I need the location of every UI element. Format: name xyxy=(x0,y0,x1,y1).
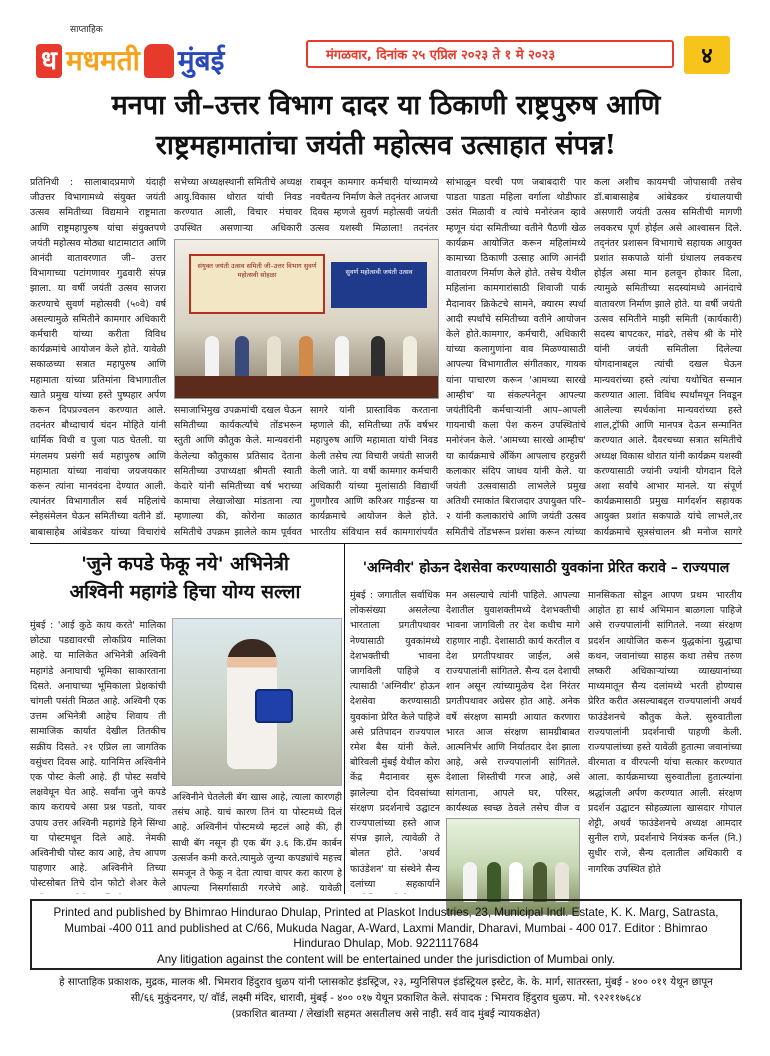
imprint-english: Printed and published by Bhimrao Hindurao Dhulap, Printed at Plaskot Industries, 23, Municipal Indl. Estate, K. K. Marg, Satrasta, Mumbai -400 011 and published at C/66, Mukuda Nagar, A-Ward, Laxmi Mandir, Dharavi, Mumbai - 400 017. Editor : Bhimrao Hindurao Dhulap, Mob. 9221117684 xyxy=(53,906,719,950)
story3-column-3: मानसिकता सोडून आपण प्रथम भारतीय आहोत हा सार्थ अभिमान बाळगला पाहिजे असे राज्यपालांनी सांगितले. नव्या संरक्षण प्रदर्शन आयोजित करून युद्धकांना युद्धाचा कथन, जवानांच्या साहस कथा तसेच तरुण लष्करी अधिकाऱ्यांच्या व्याख्यानांच्या माध्यमातून सैन्य दलांमध्ये भरती होण्यास प्रेरित करीत असल्याबद्दल राज्यपालांनी अथर्व फाउंडेशनचे कौतुक केले. सुरुवातीला राज्यपालांनी प्रदर्शनाची पाहणी केली. राज्यपालांच्या हस्ते यावेळी हुतात्मा जवानांच्या वीरमाता व वीरपत्नी यांचा सत्कार करण्यात आला. कार्यक्रमाच्या सुरुवातीला हुतात्म्यांना श्रद्धांजली अर्पण करण्यात आली. संरक्षण प्रदर्शन उद्घाटन सोहळ्याला खासदार गोपाल शेट्टी, अथर्व फाउंडेशनचे अध्यक्ष आमदार सुनील राणे, प्रदर्शनाचे नियंत्रक कर्नल (नि.) सुधीर राजे, सैन्य दलातील अधिकारी व नागरिक उपस्थित होते xyxy=(588,590,742,875)
page-number: ४ xyxy=(684,36,730,74)
story2-column-1: मुंबई : 'आई कुठे काय करते' मालिका छोट्या पडद्यावरची लोकप्रिय मालिका आहे. या मालिकेत अभिनेत्री अश्विनी महागंडे अनाघाची भूमिका साकारताना दिसते. अनाघाच्या भूमिकाला प्रेक्षकांची चांगली पसंती मिळत आहे. अश्विनी एक उत्तम अभिनेत्री आहेच शिवाय ती सामाजिक कार्यात देखील तितकीच सक्रीय दिसते. २१ एप्रिल ला जागतिक वसुंधरा दिवस आहे. यानिमित्त अश्विनीने एक पोस्ट केली आहे. ही पोस्ट सर्वांचे लक्षवेधून घेत आहे. सर्वांना जुने कपडे काय करायचे असा प्रश्न पडतो, यावर उपाय उत्तर अश्विनी महागंडे हिने सिंग्धा या पोस्टमधून दिले आहे. नेमकी अश्विनीची पोस्ट काय आहे, तेच आपण पाहणार आहे. अश्विनीने तिच्या पोस्टसोबत तिचे दोन फोटो शेअर केले xyxy=(30,620,166,890)
story2-column-2: अश्विनीने घेतलेली बॅग खास आहे, त्याला कारणही तसंच आहे. याचं कारण तिनं या पोस्टमध्ये दिलं आहे. अश्विनीनं पोस्टमध्ये म्हटलं आहे की, ही साधी बॅग नसून ही एक बॅग ३.६ कि.ग्रॅम कार्बन उत्सर्जन कमी करते.त्यामुळे जुन्या कपड्यांचे महत्त्व समजून ते फेकू न देता त्याचा वापर करा कारण हे आपल्या निसर्गासाठी गरजेचे आहे. यावेळी xyxy=(172,792,342,894)
logo-letter: ध xyxy=(36,44,62,78)
person-figure xyxy=(205,336,219,380)
person-figure xyxy=(371,336,385,380)
main-story-column-5: कला अशीच कायमची जोपासावी तसेच डॉ.बाबासाहेब आंबेडकर ग्रंथालयाची असणारी जयंती उत्सव समितीची मागणी लवकरच पूर्ण होईल असे आश्वासन दिले. तद्नंतर प्रशासन विभागाचे सहायक आयुक्त प्रशांत सकपाळे यांनी ग्रंथालय लवकरच होईल असा मान हलवून होकार दिला, त्यामुळे समितीच्या सदस्यांमध्ये आनंदाचे वातावरण निर्माण झाले होते. या वर्षी जयंती उत्सव समितीने माझी समिती (कार्यकारी) सदस्य बापटकर, मांढरे, तसेच श्री के मोरे यांनी जयंती समितीला दिलेल्या योगदानाबद्दल त्यांची दखल घेऊन मान्यवरांच्या हस्ते त्यांचा यथोचित सन्मान करण्यात आला. विविध स्पर्धांमधून निवडून आलेल्या स्पर्धकांना मान्यवरांच्या हस्ते शाल,ट्रॉफी आणि मानपत्र देऊन सन्मानित करण्यात आले. दैवरचच्या सत्रात समितीचे अध्यक्ष विकास थोरात यांनी कार्यक्रम यशस्वी करण्यासाठी ज्यांनी ज्यांनी योगदान दिले अशा सर्वांचे आभार मानले. या संपूर्ण कार्यक्रमासाठी प्रमुख मार्गदर्शन सहायक आयुक्त प्रशांत सकपाळे यांचे लाभले,तर कार्यक्रमाचे सूत्रसंचालन श्री मनोज सागरे xyxy=(594,177,742,537)
column-divider xyxy=(344,543,345,894)
headline-line-1: मनपा जी–उत्तर विभाग दादर या ठिकाणी राष्ट्रपुरुष आणि xyxy=(111,90,661,121)
person-figure xyxy=(403,336,417,380)
event-banner-2: सुवर्ण महोत्सवी जयंती उत्सव xyxy=(331,262,427,308)
main-story-column-2-top: सभेच्या अध्यक्षस्थानी समितीचे अध्यक्ष आयु.विकास थोरात यांची निवड करण्यात आली, विचार मंचावर उपस्थित असणाऱ्या अधिकारी xyxy=(174,177,302,234)
person-figure xyxy=(235,336,249,380)
imprint-marathi xyxy=(30,975,742,1022)
main-story-column-1: प्रतिनिधी : सालाबादप्रमाणे यंदाही जीउत्तर विभागामध्ये संयुक्त जयंती उत्सव समितीच्या विद्यमाने राष्ट्रमाता आणि राष्ट्रमहापुरुष यांचा संयुक्तपणे जयंती महोत्सव मोठ्या थाटामाटात आणि आनंदी वातावरणात जी– उत्तर विभागाच्या पटांगणावर गुढवारी संपन्न झाला. या वर्षी जयंती उत्सव साजरा करण्याचे सुवर्ण महोत्सवी (५०वे) वर्ष असल्यामुळे समितीने कामगार अधिकारी कर्मचारी यांच्या करीता विविध कार्यक्रमांचे आयोजन केले होते. यावेळी सकाळच्या सत्रात महापुरुष आणि महामाता यांच्या प्रतिमांना विभागातील खाते प्रमुख यांच्या हस्ते पुष्पहार अर्पण करून दिपप्रज्वलन करण्यात आले. तदनंतर बौध्दाचार्य चंदन मोहिते यांनी धार्मिक विधी व पुजा पाठ घेतली. या मंगलमय प्रसंगी सर्व महापुरुष आणि महामाता यांच्या नावांचा जयजयकार करून त्यांना मानवंदना देण्यात आली. त्यानंतर विभागातील सर्व महिलांचे स्नेहसंमेलन घेऊन समितीच्या वतीने डॉ. बाबासाहेब आंबेडकर यांच्या विचारांचे xyxy=(30,177,166,537)
actress-photo xyxy=(172,618,342,786)
main-story-column-2-bottom: समाजाभिमुख उपक्रमांची दखल घेऊन समितीच्या कार्यकर्त्यांचे तोंडभरून स्तुती आणि कौतुक केले. मान्यवरांनी केलेल्या कौतुकास प्रतिसाद देताना समितीच्या उपाध्यक्षा श्रीमती स्वाती केदारे यांनी समितीच्या वर्ष भराच्या कामाचा लेखाजोखा मांडताना त्या म्हणाल्या की, कोरोना काळात समितीचे उपक्रम झालेले काम पूर्ववत xyxy=(174,405,302,537)
newspaper-logo xyxy=(36,25,225,78)
person-figure xyxy=(267,336,281,380)
imprint-marathi-line-3: (प्रकाशित बातम्या / लेखांशी सहमत असतीलच असे नाही. सर्व वाद मुंबई न्यायकक्षेत) xyxy=(231,1008,541,1020)
imprint-marathi-line-1: हे साप्ताहिक प्रकाशक, मुद्रक, मालक श्री. भिमराव हिंदुराव धुळप यांनी प्लासकोट इंडस्ट्रिज, २३, म्युनिसिपल इंडस्ट्रियल इस्टेट, के. के. मार्ग, सातरस्ता, मुंबई - ४०० ०११ येथून छापून xyxy=(59,977,713,988)
story2-headline-line-1: 'जुने कपडे फेकू नये' अभिनेत्री xyxy=(81,553,289,575)
imprint-marathi-line-2: सी/६६ मुकुंदनगर, ए/ वॉर्ड, लक्ष्मी मंदिर, धारावी, मुंबई - ४०० ०१७ येथून प्रकाशित केले. संपादक : भिमराव हिंदुराव धुळप. मो. ९२२११७६८४ xyxy=(130,992,642,1004)
person-figure xyxy=(509,862,523,902)
person-figure xyxy=(533,862,547,902)
story3-headline: 'अग्निवीर' होऊन देशसेवा करण्यासाठी युवकांना प्रेरित करावे – राज्यपाल xyxy=(362,560,730,576)
masthead xyxy=(36,25,736,78)
imprint-disclaimer: Any litigation against the content will be entertained under the jurisdiction of Mumbai only. xyxy=(156,952,615,966)
main-story-column-3-bottom: सागरे यांनी प्रास्ताविक करताना म्हणाले की, समितीच्या तर्फे वर्षभर महापुरुष आणि महामाता यांची निवड केली तसेच त्या विचारी जयंती साजरी केली जाते. या वर्षी कामगार कर्मचारी अधिकारी यांच्या मुलांसाठी विद्यार्थी गुणगौरव आणि करिअर गाईडन्स या कार्यक्रमाचे आयोजन केले होते. भारतीय संविधान सर्व कामगारांपर्यंत xyxy=(310,405,438,537)
logo-prefix: साप्ताहिक xyxy=(70,25,103,35)
fist-icon xyxy=(144,44,174,78)
person-figure xyxy=(487,862,501,902)
story3-column-1: मुंबई : जगातील सर्वाधिक लोकसंख्या असलेल्या भारताला प्रगतीपथावर नेण्यासाठी युवकांमध्ये देशभक्तीची भावना जागविली पाहिजे व त्यासाठी 'अग्निवीर' होऊन देशसेवा करण्यासाठी युवकांना प्रेरित केले पाहिजे असे प्रतिपादन राज्यपाल रमेश बैस यांनी केले. बोरिवली मुंबई येथील कोरा केंद्र मैदानावर सुरू झालेल्या दोन दिवसांच्या संरक्षण प्रदर्शनाचे उद्घाटन राज्यपालांच्या हस्ते आज संपन्न झाले, त्यावेळी ते बोलत होते. 'अथर्व फाउंडेशन' या संस्थेने सैन्य दलांच्या सहकार्याने xyxy=(350,590,440,890)
event-banner: संयुक्त जयंती उत्सव समिती जी–उत्तर विभाग सुवर्ण महोत्सवी सोहळा xyxy=(189,254,325,314)
person-figure xyxy=(463,862,477,902)
logo-city: मुंबई xyxy=(177,44,225,77)
story3-column-2: मन असल्याचे त्यांनी पाहिले. आपल्या देशातील युवाशक्तीमध्ये देशभक्तीची भावना जागविली तर देश कधीच मागे राहणार नाही. देशासाठी कार्य करतील व देश प्रगतीपथावर जाईल, असे राज्यपालांनी सांगितले. सैन्य दल देशाची शान असून त्यांच्यामुळेच देश निरंतर प्रगतीपथावर अग्रेसर होत आहे. अनेक वर्षे संरक्षण सामग्री आयात करणारा भारत आज संरक्षण सामग्रीबाबत आत्मनिर्भर आणि निर्यातदार देश झाला आहे, असे राज्यपालांनी सांगितले. देशाला शिस्तीची गरज आहे, असे सांगताना, आपले घर, परिसर, कार्यस्थळ स्वच्छ ठेवले तसेच वीज व xyxy=(446,590,580,814)
main-headline xyxy=(30,86,742,166)
section-divider xyxy=(30,543,742,544)
main-story-column-3-top: राबवून कामगार कर्मचारी यांच्यामध्ये नवचैतन्य निर्माण केले तद्नंतर आजचा दिवस म्हणजे सुवर्ण महोत्सवी जयंती उत्सव यशस्वी मिळाला! तदनंतर xyxy=(310,177,438,234)
story2-headline-line-2: अश्विनी महागंडे हिचा योग्य सल्ला xyxy=(69,581,301,603)
main-story-column-4: सांभाळून घरची पण जबाबदारी पार पाडता पाडता महिला वर्गाला थोडीफार उसंत मिळावी व त्यांचे मनोरंजन व्हावे म्हणून यंदा समितीच्या वतीने पैठणी खेळ कार्यक्रम आयोजित करून महिलांमध्ये कामाच्या ठिकाणी उत्साह आणि आनंदी वातावरण निर्माण केले होते. तसेच येथील महिलांना कामगारांसाठी शिवाजी पार्क मैदानावर क्रिकेटचे सामने, क्यारम स्पर्धा आदी स्पर्धांचे समितीच्या वतीने आयोजन केले होते.कामगार, कर्मचारी, अधिकारी यांच्या कलागुणांना वाव मिळण्यासाठी आपल्या विभागातील संगीतकार, गायक यांना पाचारण करून 'आमच्या सारखे आम्हीच' या संकल्पनेतून आपल्या जयंतीदिनी कर्मचाऱ्यांनी आप–आपली गायनाची कला पेश करुन उपस्थितांचे मनोरंजन केले. 'आमच्या सारखे आम्हीच' या कार्यक्रमाचे अँकिंग आपलाच हरहुन्नरी कलाकार संदिप जाधव यांनी केले. या जयंती उत्सवासाठी लाभलेले प्रमुख अतिथी रमाकांत बिराजदार उपायुक्त परि–२ यांनी कलाकारांचे आणि जयंती उत्सव समितीचे तोंडभरून प्रशंसा करून त्यांच्या xyxy=(446,177,586,537)
stage-table xyxy=(175,376,438,398)
issue-date: मंगळवार, दिनांक २५ एप्रिल २०२३ ते १ मे २०२३ xyxy=(306,40,674,68)
person-figure xyxy=(299,336,313,380)
event-photo xyxy=(174,239,439,399)
person-figure xyxy=(555,862,569,902)
imprint-box xyxy=(30,899,742,970)
logo-name: मधमती xyxy=(66,44,140,77)
person-figure xyxy=(335,336,349,380)
bag-icon xyxy=(255,689,293,723)
headline-line-2: राष्ट्रमहामातांचा जयंती महोत्सव उत्साहात संपन्न! xyxy=(155,130,617,161)
story2-headline xyxy=(30,550,340,606)
